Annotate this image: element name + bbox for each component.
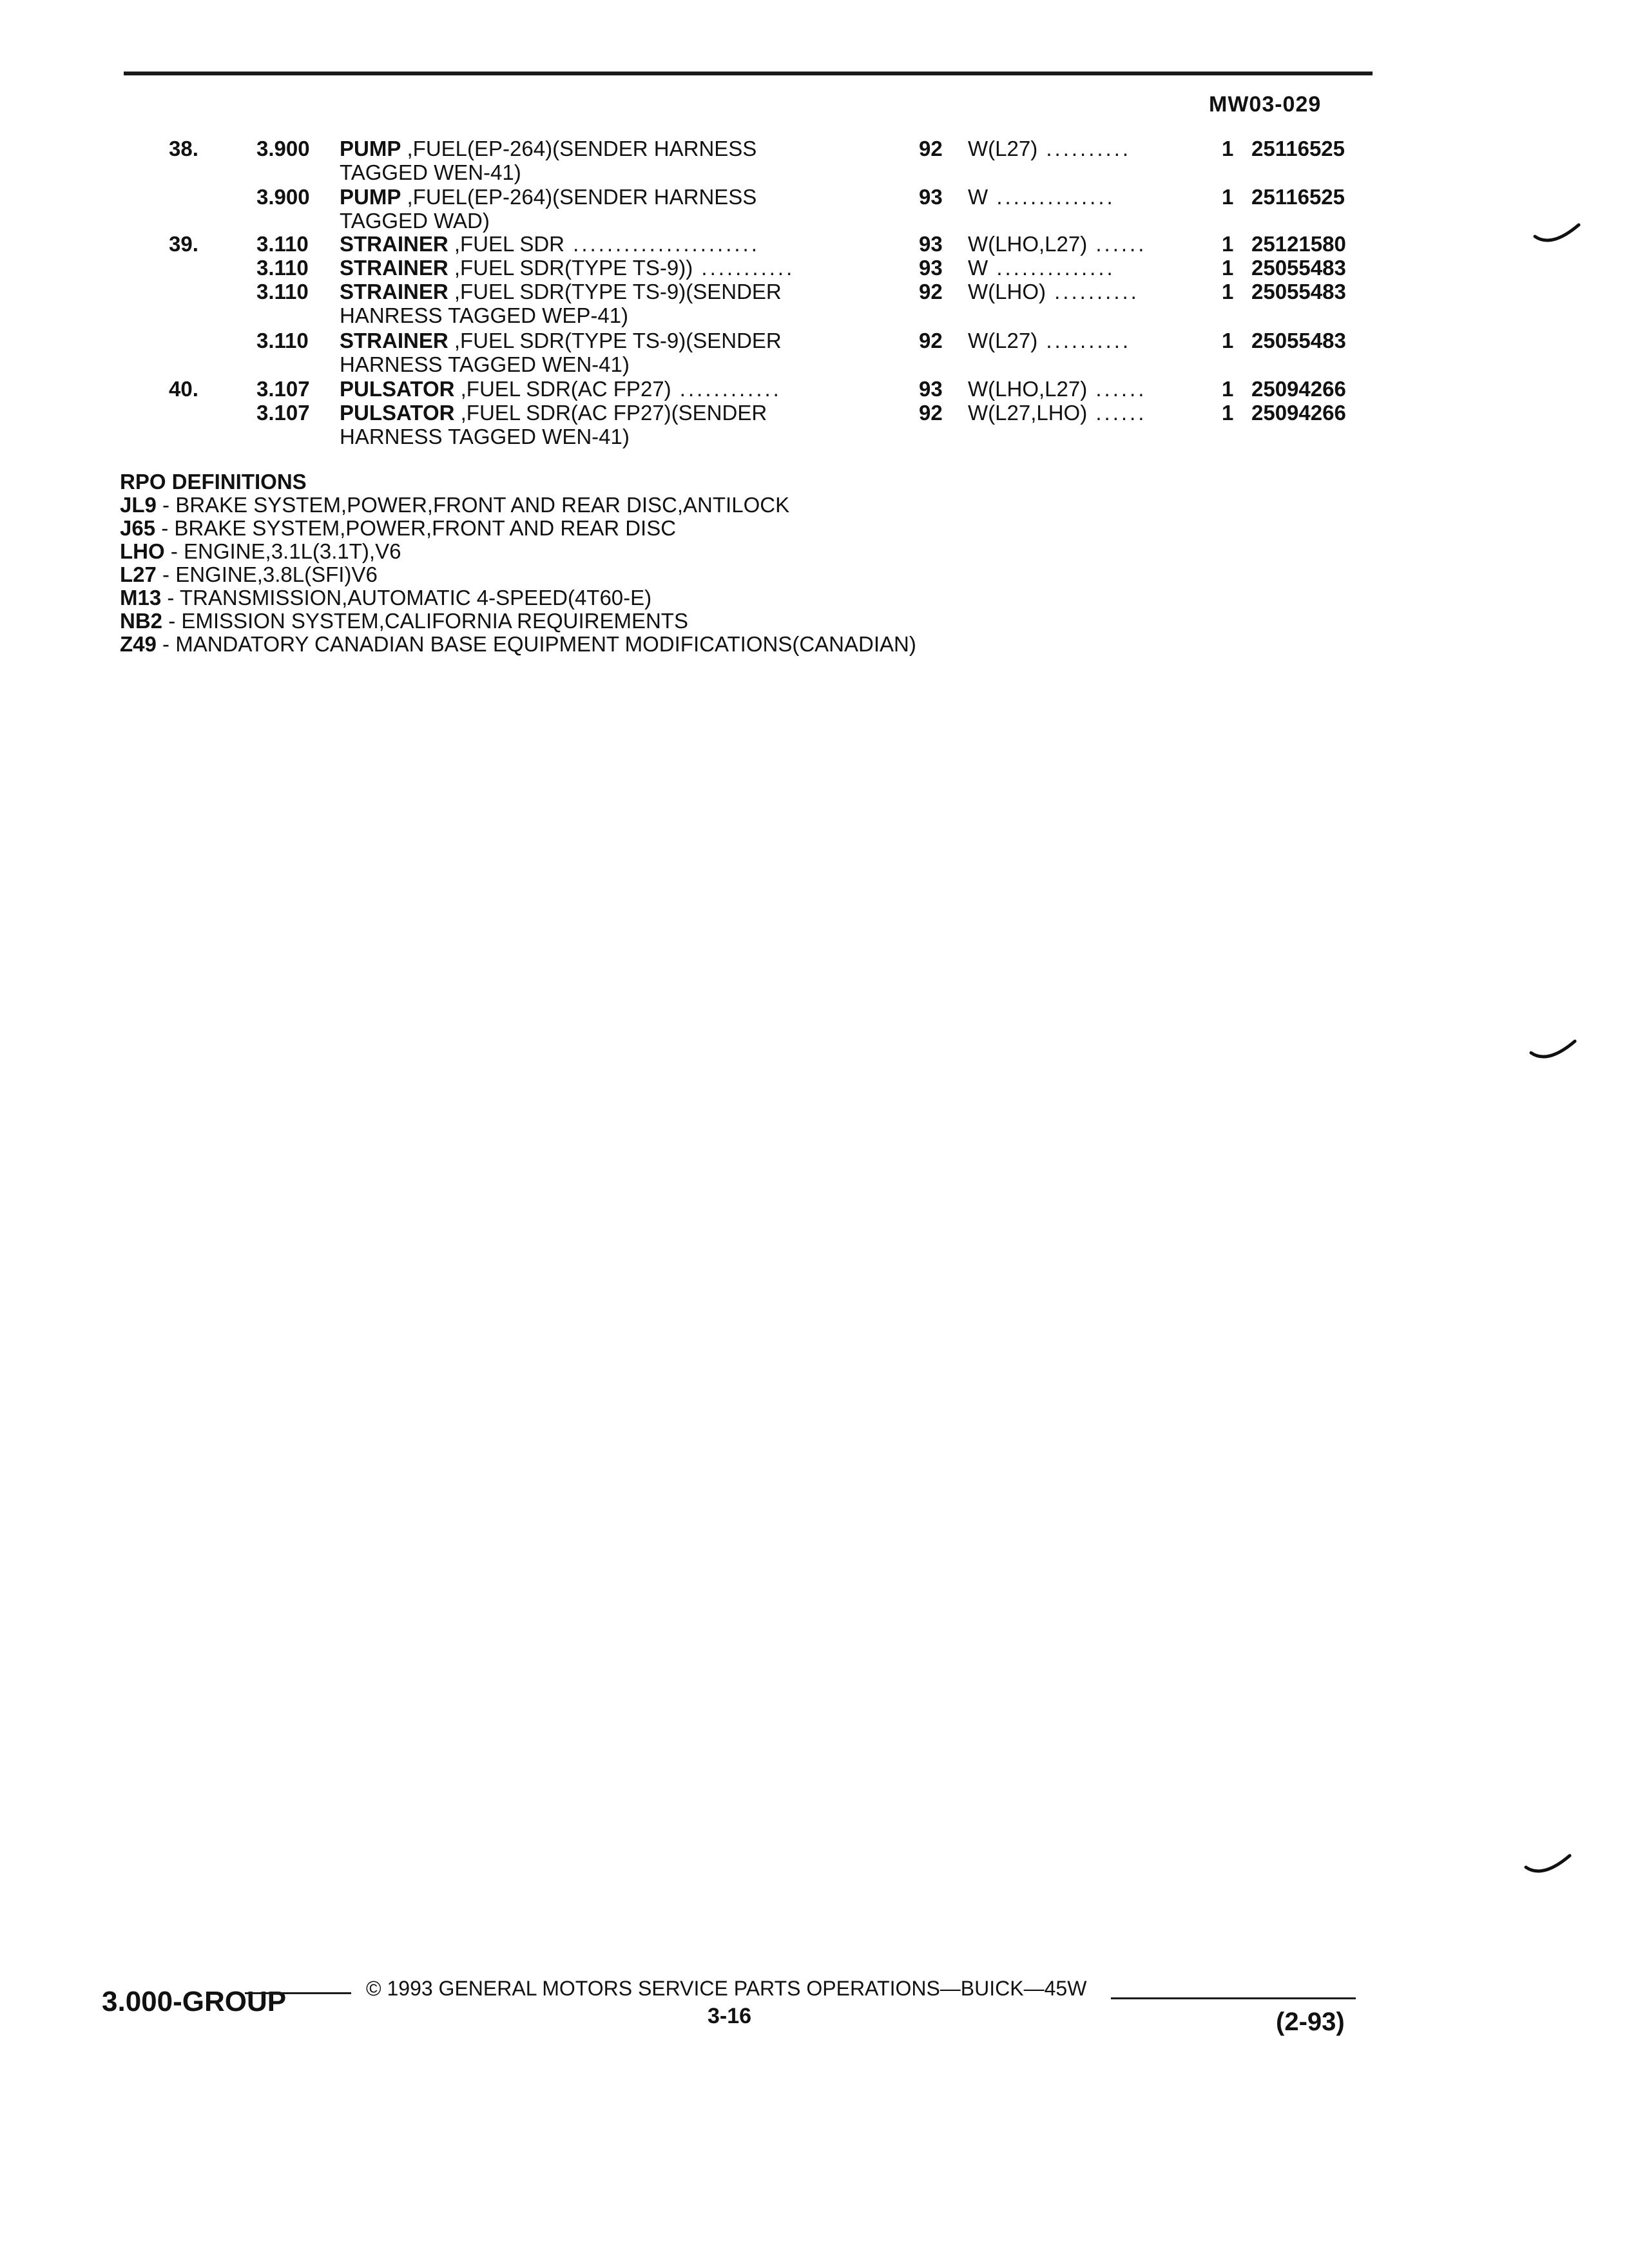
rpo-title: RPO DEFINITIONS [120, 470, 307, 494]
group-number: 3.900 [256, 137, 310, 160]
rpo-text: - ENGINE,3.8L(SFI)V6 [156, 562, 378, 586]
part-name: PULSATOR [340, 401, 455, 425]
usage-text: W(L27,LHO) [968, 401, 1088, 425]
rpo-text: - BRAKE SYSTEM,POWER,FRONT AND REAR DISC,ANTILOCK [156, 493, 790, 517]
quantity: 1 [1222, 185, 1234, 209]
rpo-text: - ENGINE,3.1L(3.1T),V6 [164, 539, 401, 563]
part-name: PUMP [340, 137, 401, 160]
rpo-definition [120, 563, 916, 586]
check-mark-icon [1523, 1853, 1575, 1879]
description-leader: ............ [671, 377, 782, 401]
group-number: 3.110 [256, 232, 309, 256]
part-description [340, 232, 868, 256]
quantity: 1 [1222, 377, 1234, 401]
part-description [340, 377, 868, 401]
usage-code [968, 137, 1131, 160]
group-number: 3.900 [256, 185, 310, 209]
rpo-code: Z49 [120, 632, 157, 656]
part-number: 25094266 [1251, 377, 1346, 401]
quantity: 1 [1222, 256, 1234, 280]
rpo-code: M13 [120, 586, 162, 610]
group-number: 3.110 [256, 280, 309, 303]
item-number: 40. [169, 377, 198, 401]
part-number: 25055483 [1251, 280, 1346, 303]
part-description [340, 185, 868, 233]
part-detail: ,FUEL(EP-264)(SENDER HARNESS TAGGED WAD) [340, 185, 757, 233]
quantity: 1 [1222, 329, 1234, 352]
part-description [340, 329, 868, 376]
part-number: 25055483 [1251, 256, 1346, 280]
part-number: 25121580 [1251, 232, 1346, 256]
usage-leader: .......... [1045, 280, 1139, 303]
part-name: STRAINER [340, 232, 448, 256]
part-description [340, 401, 868, 448]
rpo-text: - EMISSION SYSTEM,CALIFORNIA REQUIREMENTS [162, 609, 688, 633]
part-detail: ,FUEL SDR(TYPE TS-9)(SENDER HANRESS TAGGED WEP-41) [340, 280, 782, 327]
usage-leader: ...... [1087, 377, 1147, 401]
part-description [340, 280, 868, 327]
usage-text: W(LHO,L27) [968, 377, 1088, 401]
rpo-code: J65 [120, 516, 156, 540]
part-number: 25116525 [1251, 185, 1345, 209]
group-number: 3.107 [256, 377, 310, 401]
usage-code [968, 377, 1146, 401]
top-rule [124, 72, 1373, 75]
quantity: 1 [1222, 401, 1234, 425]
check-mark-icon [1528, 1039, 1580, 1064]
quantity: 1 [1222, 232, 1234, 256]
usage-text: W [968, 185, 988, 209]
model-year: 93 [919, 377, 943, 401]
item-number: 39. [169, 232, 198, 256]
usage-code [968, 185, 1115, 209]
usage-code [968, 232, 1146, 256]
usage-leader: .......... [1037, 137, 1132, 160]
usage-leader: ...... [1087, 232, 1147, 256]
model-year: 93 [919, 256, 943, 280]
model-year: 93 [919, 232, 943, 256]
rpo-text: - MANDATORY CANADIAN BASE EQUIPMENT MODIFICATIONS(CANADIAN) [156, 632, 916, 656]
rpo-code: JL9 [120, 493, 157, 517]
group-number: 3.110 [256, 256, 309, 280]
usage-code [968, 329, 1131, 352]
part-detail: ,FUEL SDR(AC FP27)(SENDER HARNESS TAGGED WEN-41) [340, 401, 767, 448]
usage-code [968, 280, 1139, 303]
usage-text: W(LHO) [968, 280, 1046, 303]
usage-text: W(L27) [968, 137, 1038, 160]
part-detail: ,FUEL SDR [448, 232, 564, 256]
group-number: 3.110 [256, 329, 309, 352]
usage-text: W(L27) [968, 329, 1038, 352]
footer-rule-left [245, 1992, 351, 1994]
group-number: 3.107 [256, 401, 310, 425]
footer-copyright: © 1993 GENERAL MOTORS SERVICE PARTS OPERATIONS—BUICK—45W [366, 1977, 1087, 2000]
item-number: 38. [169, 137, 198, 160]
rpo-code: NB2 [120, 609, 163, 633]
rpo-definition [120, 540, 916, 563]
rpo-code: LHO [120, 539, 165, 563]
part-name: STRAINER [340, 329, 448, 352]
part-detail: ,FUEL SDR(AC FP27) [454, 377, 671, 401]
model-year: 92 [919, 401, 943, 425]
quantity: 1 [1222, 137, 1234, 160]
part-detail: ,FUEL(EP-264)(SENDER HARNESS TAGGED WEN-41) [340, 137, 757, 184]
usage-leader: ...... [1087, 401, 1147, 425]
footer-rule-right [1111, 1997, 1356, 1999]
rpo-text: - TRANSMISSION,AUTOMATIC 4-SPEED(4T60-E) [161, 586, 652, 610]
page-number: 3-16 [708, 2004, 752, 2028]
rpo-definition [120, 517, 916, 540]
part-name: PUMP [340, 185, 401, 209]
model-year: 92 [919, 137, 943, 160]
description-leader: ........... [693, 256, 795, 280]
usage-text: W(LHO,L27) [968, 232, 1088, 256]
part-number: 25116525 [1251, 137, 1345, 160]
part-name: PULSATOR [340, 377, 455, 401]
rpo-definition [120, 586, 916, 610]
model-year: 92 [919, 329, 943, 352]
rpo-text: - BRAKE SYSTEM,POWER,FRONT AND REAR DISC [155, 516, 677, 540]
part-name: STRAINER [340, 256, 448, 280]
usage-leader: .......... [1037, 329, 1132, 352]
usage-leader: .............. [988, 185, 1115, 209]
footer-group-label: 3.000-GROUP [102, 1986, 287, 2017]
reference-code: MW03-029 [1209, 92, 1322, 117]
model-year: 92 [919, 280, 943, 303]
part-number: 25094266 [1251, 401, 1346, 425]
revision-date: (2-93) [1276, 2008, 1345, 2036]
part-description [340, 256, 868, 280]
part-detail: ,FUEL SDR(TYPE TS-9)) [448, 256, 693, 280]
part-number: 25055483 [1251, 329, 1346, 352]
rpo-definition [120, 494, 916, 517]
rpo-definitions [120, 470, 916, 656]
rpo-definition [120, 610, 916, 633]
usage-leader: .............. [988, 256, 1115, 280]
rpo-definition [120, 633, 916, 656]
rpo-code: L27 [120, 562, 157, 586]
part-detail: ,FUEL SDR(TYPE TS-9)(SENDER HARNESS TAGGED WEN-41) [340, 329, 782, 376]
description-leader: ...................... [564, 232, 760, 256]
usage-code [968, 401, 1146, 425]
part-description [340, 137, 868, 184]
check-mark-icon [1532, 222, 1584, 248]
part-name: STRAINER [340, 280, 448, 303]
usage-code [968, 256, 1115, 280]
model-year: 93 [919, 185, 943, 209]
usage-text: W [968, 256, 988, 280]
quantity: 1 [1222, 280, 1234, 303]
